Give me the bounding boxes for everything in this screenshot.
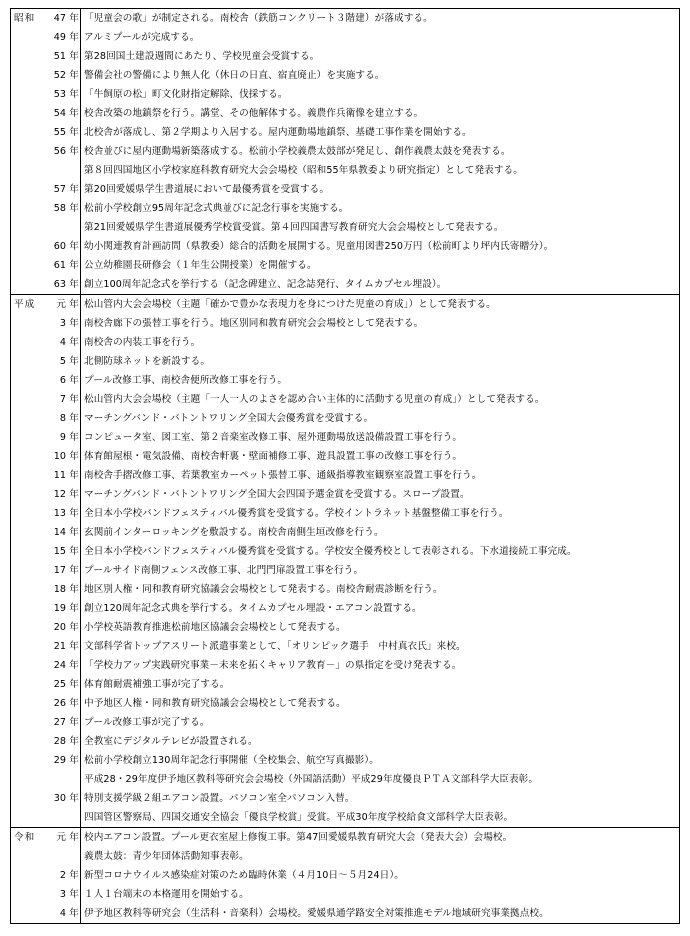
year-suffix: 年 [68, 9, 81, 28]
year-number: 27 [53, 717, 66, 728]
history-row [11, 66, 679, 85]
year-suffix: 年 [68, 85, 81, 104]
year-number: 61 [53, 260, 66, 271]
year-suffix [68, 808, 81, 827]
year-suffix: 年 [68, 675, 81, 694]
year-suffix: 年 [68, 409, 81, 428]
year-suffix: 年 [68, 275, 81, 294]
year-number: 6 [59, 375, 66, 386]
era-label [11, 885, 44, 904]
era-label [11, 523, 44, 542]
event-text: 松前小学校創立130周年記念行事開催（全校集会、航空写真撮影）。 [84, 755, 379, 766]
era-label [11, 466, 44, 485]
era-label [11, 561, 44, 580]
history-row [11, 561, 679, 580]
event-text: 体育館屋根・電気設備、南校舎軒裏・壁面補修工事、遊具設置工事の改修工事を行う。 [84, 451, 463, 462]
era-label [11, 904, 44, 923]
event-text: 警備会社の警備により無人化（休日の日直、宿直廃止）を実施する。 [84, 70, 385, 81]
year-suffix [68, 161, 81, 180]
era-label [11, 694, 44, 713]
history-row [11, 828, 679, 847]
year-suffix: 年 [68, 885, 81, 904]
year-number [44, 808, 68, 827]
event-text: 校舎並びに屋内運動場新築落成する。松前小学校義農太鼓部が発足し、創作義農太鼓を発表する。 [84, 146, 511, 157]
history-row [11, 409, 679, 428]
year-suffix [68, 770, 81, 789]
history-row [11, 885, 679, 904]
event-text: 南校舎廊下の張替工事を行う。地区別同和教育研究会会場校として発表する。 [84, 318, 424, 329]
year-suffix: 年 [68, 295, 81, 314]
era-label [11, 237, 44, 256]
year-number: 29 [53, 755, 66, 766]
history-row [11, 180, 679, 199]
event-text: 文部科学省トップアスリート派遣事業として、「オリンピック選手 中村真衣氏」来校。 [84, 641, 466, 652]
year-number: 4 [59, 908, 66, 919]
era-label: 令和 [14, 832, 36, 843]
year-suffix: 年 [68, 352, 81, 371]
year-number: 60 [53, 241, 66, 252]
era-label [11, 485, 44, 504]
event-text: 北側防球ネットを新設する。 [84, 356, 211, 367]
year-suffix: 年 [68, 28, 81, 47]
era-label [11, 28, 44, 47]
event-text: 玄関前インターロッキングを敷設する。南校舎南側生垣改修を行う。 [84, 527, 384, 538]
history-row [11, 599, 679, 618]
year-number: 19 [53, 603, 66, 614]
era-label [11, 866, 44, 885]
history-row [11, 789, 679, 808]
event-text: 松山管内大会会場校（主題「一人一人のよさを認め合い主体的に活動する児童の育成」）として発表する。 [84, 394, 545, 405]
year-number: 53 [53, 89, 66, 100]
era-label [11, 142, 44, 161]
era-label [11, 847, 44, 866]
year-suffix: 年 [68, 104, 81, 123]
event-text: マーチングバンド・バトントワリング全国大会優秀賞を受賞する。 [84, 413, 374, 424]
year-number: 54 [53, 108, 66, 119]
year-number: 55 [53, 127, 66, 138]
year-number: 24 [53, 660, 66, 671]
year-number: 51 [53, 51, 66, 62]
year-number: 5 [59, 356, 66, 367]
history-row [11, 295, 679, 314]
year-number: 8 [59, 413, 66, 424]
era-label [11, 256, 44, 275]
year-suffix: 年 [68, 694, 81, 713]
event-text: 地区別人権・同和教育研究協議会会場校として発表する。南校舎耐震診断を行う。 [84, 584, 443, 595]
year-suffix: 年 [68, 561, 81, 580]
year-suffix: 年 [68, 466, 81, 485]
era-label [11, 599, 44, 618]
year-number: 4 [59, 337, 66, 348]
history-table [10, 8, 680, 924]
year-suffix: 年 [68, 523, 81, 542]
event-text: 第28回国土建設週間にあたり、学校児童会受賞する。 [84, 51, 320, 62]
event-text: 北校舎が落成し、第２学期より入居する。屋内運動場地鎮祭、基礎工事作業を開始する。 [84, 127, 472, 138]
history-row [11, 237, 679, 256]
event-text: 第21回愛媛県学生書道展優秀学校賞受賞。第４回四国書写教育研究大会会場校として発表する。 [84, 222, 504, 233]
era-label [11, 314, 44, 333]
history-row [11, 123, 679, 142]
year-number: 26 [53, 698, 66, 709]
year-suffix: 年 [68, 237, 81, 256]
history-row [11, 104, 679, 123]
year-suffix: 年 [68, 333, 81, 352]
event-text: 中予地区人権・同和教育研究協議会会場校として発表する。 [84, 698, 346, 709]
history-row [11, 447, 679, 466]
history-row [11, 732, 679, 751]
history-row [11, 523, 679, 542]
era-label [11, 675, 44, 694]
year-number [44, 161, 68, 180]
era-label [11, 123, 44, 142]
event-text: 創立120周年記念式典を挙行する。タイムカプセル埋設・エアコン設置する。 [84, 603, 422, 614]
event-text: 平成28・29年度伊予地区教科等研究会会場校（外国語活動）平成29年度優良ＰＴＡ文部科学大臣表彰。 [84, 774, 539, 785]
year-number: 52 [53, 70, 66, 81]
year-suffix: 年 [68, 66, 81, 85]
era-label [11, 542, 44, 561]
year-suffix: 年 [68, 789, 81, 808]
era-label [11, 504, 44, 523]
year-number: 10 [53, 451, 66, 462]
year-number: 13 [53, 508, 66, 519]
year-number: 28 [53, 736, 66, 747]
year-number: 7 [59, 394, 66, 405]
history-row [11, 218, 679, 237]
event-text: 小学校英語教育推進松前地区協議会会場校として発表する。 [84, 622, 346, 633]
era-label [11, 66, 44, 85]
year-suffix: 年 [68, 637, 81, 656]
era-label [11, 371, 44, 390]
year-number: 47 [53, 13, 66, 24]
history-row [11, 656, 679, 675]
event-text: 義農太鼓：青少年団体活動知事表彰。 [84, 851, 249, 862]
year-suffix: 年 [68, 123, 81, 142]
event-text: 校内エアコン設置。プール更衣室屋上修復工事。第47回愛媛県教育研究大会（発表大会）会場校。 [84, 832, 513, 843]
era-label: 昭和 [14, 13, 36, 24]
year-suffix: 年 [68, 199, 81, 218]
year-number: 2 [59, 870, 66, 881]
year-number [44, 847, 68, 866]
event-text: 体育館耐震補強工事が完了する。 [84, 679, 230, 690]
year-suffix: 年 [68, 256, 81, 275]
history-row [11, 618, 679, 637]
era-section [11, 9, 679, 294]
history-row [11, 694, 679, 713]
year-suffix: 年 [68, 828, 81, 847]
year-number: 9 [59, 432, 66, 443]
year-suffix [68, 218, 81, 237]
history-row [11, 256, 679, 275]
era-label [11, 732, 44, 751]
year-number: 57 [53, 184, 66, 195]
event-text: 特別支援学級２組エアコン設置。パソコン室全パソコン入替。 [84, 793, 355, 804]
era-label [11, 751, 44, 770]
year-suffix: 年 [68, 314, 81, 333]
history-row [11, 770, 679, 789]
era-label [11, 47, 44, 66]
era-label: 平成 [14, 299, 36, 310]
history-row [11, 371, 679, 390]
history-row [11, 161, 679, 180]
event-text: 第８回四国地区小学校家庭科教育研究大会会場校（昭和55年県教委より研究指定）として発表する。 [84, 165, 523, 176]
era-section [11, 294, 679, 827]
event-text: 全日本小学校バンドフェスティバル優秀賞を受賞する。学校イントラネット基盤整備工事を行う。 [84, 508, 509, 519]
year-number: 58 [53, 203, 66, 214]
history-row [11, 466, 679, 485]
era-label [11, 390, 44, 409]
event-text: 幼小関連教育計画訪問（県教委）総合的活動を展開する。児童用図書250万円（松前町より坪内氏寄贈分）。 [84, 241, 554, 252]
year-suffix: 年 [68, 751, 81, 770]
event-text: 「学校力アップ実践研究事業－未来を拓くキャリア教育－」の県指定を受け発表する。 [84, 660, 462, 671]
year-suffix: 年 [68, 447, 81, 466]
history-row [11, 675, 679, 694]
era-label [11, 85, 44, 104]
event-text: 第20回愛媛県学生書道展において最優秀賞を受賞する。 [84, 184, 330, 195]
era-label [11, 333, 44, 352]
era-label [11, 713, 44, 732]
event-text: 南校舎の内装工事を行う。 [84, 337, 201, 348]
year-suffix: 年 [68, 713, 81, 732]
era-label [11, 218, 44, 237]
year-number [44, 218, 68, 237]
event-text: 全教室にデジタルテレビが設置される。 [84, 736, 258, 747]
history-row [11, 504, 679, 523]
history-row [11, 485, 679, 504]
year-number: 17 [53, 565, 66, 576]
year-number: 49 [53, 32, 66, 43]
era-label [11, 618, 44, 637]
event-text: 「児童会の歌」が制定される。南校舎（鉄筋コンクリート３階建）が落成する。 [84, 13, 433, 24]
year-number: 20 [53, 622, 66, 633]
era-label [11, 180, 44, 199]
era-label [11, 637, 44, 656]
year-suffix: 年 [68, 485, 81, 504]
history-row [11, 333, 679, 352]
event-text: 校舎改築の地鎮祭を行う。講堂、その他解体する。義農作兵衛像を建立する。 [84, 108, 424, 119]
year-suffix: 年 [68, 542, 81, 561]
year-number [44, 770, 68, 789]
year-number: 元 [56, 832, 66, 843]
year-suffix: 年 [68, 580, 81, 599]
year-suffix: 年 [68, 599, 81, 618]
year-number: 3 [59, 889, 66, 900]
history-row [11, 808, 679, 827]
era-label [11, 789, 44, 808]
era-label [11, 409, 44, 428]
history-row [11, 847, 679, 866]
era-label [11, 656, 44, 675]
year-number: 30 [53, 793, 66, 804]
year-suffix: 年 [68, 180, 81, 199]
era-label [11, 275, 44, 294]
year-number: 63 [53, 279, 66, 290]
event-text: マーチングバンド・バトントワリング全国大会四国予選金賞を受賞する。スロープ設置。 [84, 489, 470, 500]
history-row [11, 904, 679, 923]
year-suffix: 年 [68, 390, 81, 409]
history-row [11, 751, 679, 770]
history-row [11, 142, 679, 161]
history-row [11, 352, 679, 371]
year-suffix: 年 [68, 142, 81, 161]
history-row [11, 866, 679, 885]
event-text: プールサイド南側フェンス改修工事、北門門扉設置工事を行う。 [84, 565, 364, 576]
event-text: 全日本小学校バンドフェスティバル優秀賞を受賞する。学校安全優秀校として表彰される。下水道接続工事完成。 [84, 546, 577, 557]
event-text: 公立幼稚園長研修会（１年生公開授業）を開催する。 [84, 260, 317, 271]
event-text: プール改修工事、南校舎便所改修工事を行う。 [84, 375, 288, 386]
event-text: １人１台端末の本格運用を開始する。 [84, 889, 249, 900]
event-text: 松山管内大会会場校（主題「確かで豊かな表現力を身につけた児童の育成」）として発表する。 [84, 299, 496, 310]
event-text: プール改修工事が完了する。 [84, 717, 210, 728]
history-row [11, 28, 679, 47]
year-number: 15 [53, 546, 66, 557]
era-label [11, 161, 44, 180]
year-suffix: 年 [68, 47, 81, 66]
history-row [11, 199, 679, 218]
history-row [11, 47, 679, 66]
era-label [11, 104, 44, 123]
year-suffix: 年 [68, 656, 81, 675]
history-row [11, 85, 679, 104]
event-text: 南校舎手摺改修工事、若葉教室カーペット張替工事、通級指導教室観察室設置工事を行う。 [84, 470, 482, 481]
era-label [11, 428, 44, 447]
year-number: 14 [53, 527, 66, 538]
event-text: 創立100周年記念式を挙行する（記念碑建立、記念誌発行、タイムカプセル埋設）。 [84, 279, 447, 290]
year-suffix: 年 [68, 371, 81, 390]
event-text: 四国管区警察局、四国交通安全協会「優良学校賞」受賞。平成30年度学校給食文部科学大臣表彰。 [84, 812, 514, 823]
era-section [11, 827, 679, 923]
event-text: 松前小学校創立95周年記念式典並びに記念行事を実施する。 [84, 203, 349, 214]
history-row [11, 637, 679, 656]
event-text: 「牛飼原の松」町文化財指定解除、伐採する。 [84, 89, 288, 100]
history-row [11, 713, 679, 732]
year-suffix: 年 [68, 618, 81, 637]
year-suffix: 年 [68, 732, 81, 751]
year-number: 56 [53, 146, 66, 157]
history-row [11, 275, 679, 294]
event-text: 新型コロナウイルス感染症対策のため臨時休業（４月10日～５月24日）。 [84, 870, 404, 881]
era-label [11, 352, 44, 371]
history-row [11, 542, 679, 561]
year-number: 18 [53, 584, 66, 595]
era-label [11, 199, 44, 218]
year-suffix: 年 [68, 866, 81, 885]
era-label [11, 580, 44, 599]
year-number: 元 [56, 299, 66, 310]
event-text: コンピュータ室、図工室、第２音楽室改修工事、屋外運動場放送設備設置工事を行う。 [84, 432, 463, 443]
era-label [11, 808, 44, 827]
history-row [11, 314, 679, 333]
year-number: 21 [53, 641, 66, 652]
era-label [11, 770, 44, 789]
year-suffix: 年 [68, 904, 81, 923]
era-label [11, 447, 44, 466]
year-suffix [68, 847, 81, 866]
history-row [11, 9, 679, 28]
year-number: 12 [53, 489, 66, 500]
event-text: アルミプールが完成する。 [84, 32, 200, 43]
year-number: 11 [53, 470, 66, 481]
history-row [11, 580, 679, 599]
year-number: 25 [53, 679, 66, 690]
history-row [11, 390, 679, 409]
year-number: 3 [59, 318, 66, 329]
year-suffix: 年 [68, 428, 81, 447]
event-text: 伊予地区教科等研究会（生活科・音楽科）会場校。愛媛県通学路安全対策推進モデル地域研究事業拠点校。 [84, 908, 549, 919]
history-row [11, 428, 679, 447]
year-suffix: 年 [68, 504, 81, 523]
